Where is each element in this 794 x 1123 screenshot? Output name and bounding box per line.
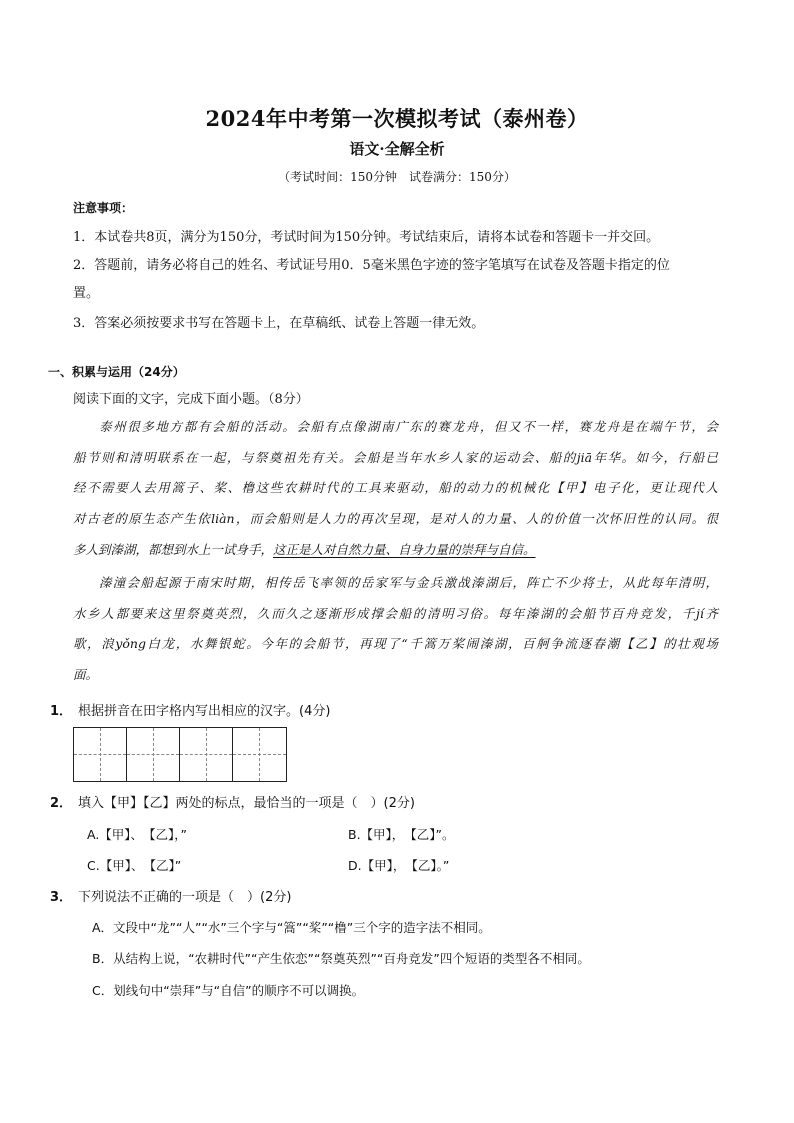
- passage-line: 船节则和清明联系在一起，与祭奠祖先有关。会船是当年水乡人家的运动会、船的jiā年华。如今，行船已: [73, 449, 718, 465]
- passage-line: 溱潼会船起源于南宋时期，相传岳飞率领的岳家军与金兵激战溱湖后，阵亡不少将士，从此每年清明，: [99, 575, 718, 590]
- question-1: [50, 700, 330, 719]
- tian-grid: [73, 727, 287, 782]
- reading-intro: 阅读下面的文字，完成下面小题。（8分）: [73, 392, 309, 407]
- exam-time-info: （考试时间：150分钟 试卷满分：150分）: [278, 170, 516, 184]
- underlined-sentence: 这正是人对自然力量、自身力量的崇拜与自信。: [273, 541, 536, 557]
- passage-line: [73, 535, 718, 566]
- passage-line: 歌，浪yǒng白龙，水舞银蛇。今年的会船节，再现了“千篙万桨闹溱湖，百舸争流逐春潮【乙】的壮观场: [73, 636, 718, 652]
- passage-line: 对古老的原生态产生依liàn，而会船则是人力的再次呈现，是对人的力量、人的价值一次怀旧性的认同。很: [73, 511, 718, 527]
- notice-item-2: 2．答题前，请务必将自己的姓名、考试证号用0．5毫米黑色字迹的签字笔填写在试卷及答题卡指定的位: [73, 258, 670, 273]
- q2-option-d[interactable]: D.【甲】， 【乙】。”: [348, 858, 450, 873]
- tian-cell[interactable]: [180, 728, 233, 781]
- question-number: 1．: [50, 704, 73, 719]
- notice-item-1: 1．本试卷共8页，满分为150分，考试时间为150分钟。考试结束后，请将本试卷和答题卡一并交回。: [73, 230, 660, 245]
- exam-subtitle: 语文·全解全析: [349, 140, 445, 158]
- q3-option-c[interactable]: C．划线句中“崇拜”与“自信”的顺序不可以调换。: [92, 983, 365, 998]
- q3-option-b[interactable]: B．从结构上说，“农耕时代”“产生依恋”“祭奠英烈”“百舟竞发”四个短语的类型各不相同。: [92, 951, 590, 966]
- question-3: [50, 886, 291, 905]
- passage-paragraph-1: [73, 412, 718, 565]
- passage-line: 经不需要人去用篙子、桨、橹这些农耕时代的工具来驱动，船的动力的机械化【甲】电子化，更让现代人: [73, 480, 718, 496]
- question-2: [50, 792, 415, 811]
- tian-cell[interactable]: [74, 728, 127, 781]
- passage-text: 多人到溱湖，都想到水上一试身手，: [73, 541, 274, 557]
- passage-line: 水乡人都要来这里祭奠英烈，久而久之逐渐形成撑会船的清明习俗。每年溱湖的会船节百舟竞发，千jí齐: [73, 605, 718, 621]
- q2-option-b[interactable]: B.【甲】， 【乙】”。: [348, 827, 455, 842]
- tian-cell[interactable]: [233, 728, 286, 781]
- q2-option-a[interactable]: A.【甲】、 【乙】，”: [87, 827, 188, 842]
- notice-heading: 注意事项：: [73, 201, 134, 215]
- passage-line: 面。: [73, 667, 99, 683]
- notice-item-2-cont: 置。: [73, 286, 100, 301]
- q2-option-c[interactable]: C.【甲】、 【乙】”: [87, 858, 182, 873]
- question-number: 2．: [50, 796, 73, 811]
- question-number: 3．: [50, 890, 73, 905]
- question-text: 下列说法不正确的一项是（ ）(2分): [78, 890, 292, 905]
- passage-line: 泰州很多地方都有会船的活动。会船有点像湖南广东的赛龙舟，但又不一样，赛龙舟是在端午节，会: [99, 419, 718, 434]
- tian-cell[interactable]: [127, 728, 180, 781]
- section-heading: 一、积累与运用（24分）: [48, 365, 185, 379]
- passage-paragraph-2: [73, 568, 718, 691]
- exam-title: 2024年中考第一次模拟考试（泰州卷）: [205, 106, 589, 131]
- notice-item-3: 3．答案必须按要求书写在答题卡上，在草稿纸、试卷上答题一律无效。: [73, 316, 485, 331]
- q3-option-a[interactable]: A．文段中“龙”“人”“水”三个字与“篙”“桨”“橹”三个字的造字法不相同。: [92, 920, 491, 935]
- question-text: 根据拼音在田字格内写出相应的汉字。(4分): [78, 704, 331, 719]
- question-text: 填入【甲】【乙】两处的标点，最恰当的一项是（ ）(2分): [78, 796, 415, 811]
